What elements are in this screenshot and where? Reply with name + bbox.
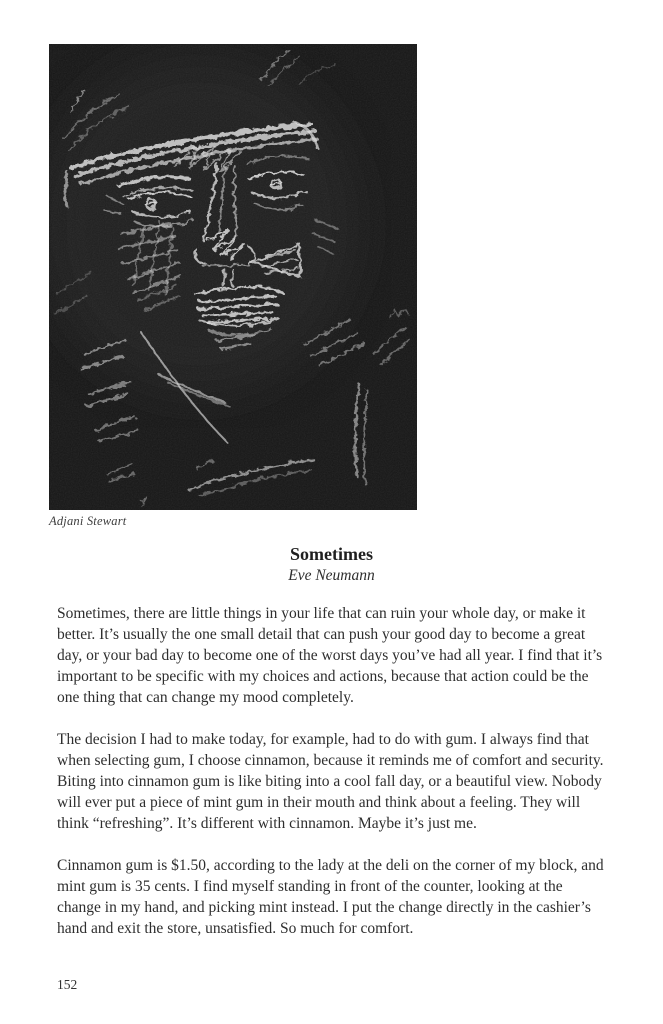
page-number: 152 — [57, 977, 78, 992]
artwork-credit: Adjani Stewart — [49, 514, 127, 528]
story-author: Eve Neumann — [288, 567, 375, 584]
portrait-artwork — [49, 44, 417, 510]
portrait-sketch-image — [49, 44, 417, 510]
story-paragraph: Sometimes, there are little things in your life that can ruin your whole day, or make it better. It’s usually the one small detail that can push your good day to become a great day, or your bad day to become one of the worst days you’ve had all year. I find that it’s important to be specific with my choices and actions, because that action could be the one thing that can change my mood completely. — [57, 605, 603, 706]
story-header — [0, 544, 663, 585]
story-paragraph: The decision I had to make today, for example, had to do with gum. I always find that when selecting gum, I choose cinnamon, because it reminds me of comfort and security. Biting into cinnamon gum is like biting into a cool fall day, or a beautiful view. Nobody will ever put a piece of mint gum in their mouth and think about a feeling. They will think “refreshing”. It’s different with cinnamon. Maybe it’s just me. — [57, 731, 604, 832]
story-paragraph: Cinnamon gum is $1.50, according to the lady at the deli on the corner of my block, and mint gum is 35 cents. I find myself standing in front of the counter, looking at the change in my hand, and picking mint instead. I put the change directly in the cashier’s hand and exit the store, unsatisfied. So much for comfort. — [57, 857, 604, 937]
story-title: Sometimes — [290, 544, 373, 564]
story-body — [57, 603, 609, 960]
